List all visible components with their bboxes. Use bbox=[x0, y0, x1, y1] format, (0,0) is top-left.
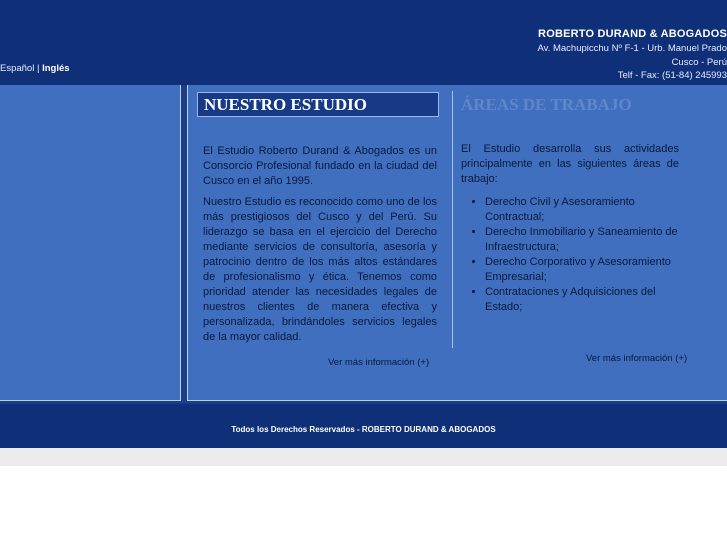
sidebar-panel bbox=[0, 85, 181, 401]
estudio-paragraph-1: El Estudio Roberto Durand & Abogados es un Consorcio Profesional fundado en la ciudad del Cusco en el año 1995. bbox=[203, 145, 437, 187]
areas-heading: ÁREAS DE TRABAJO bbox=[461, 95, 632, 114]
list-item: • Derecho Inmobiliario y Saneamiento de Infraestructura; bbox=[485, 225, 679, 255]
areas-more-link[interactable]: Ver más información (+) bbox=[586, 353, 688, 364]
list-item: • Derecho Civil y Asesoramiento Contractual; bbox=[485, 195, 679, 225]
list-item: • Contrataciones y Adquisiciones del Estado; bbox=[485, 285, 679, 315]
firm-name: ROBERTO DURAND & ABOGADOS bbox=[538, 28, 727, 40]
estudio-heading: NUESTRO ESTUDIO bbox=[197, 92, 439, 117]
address-street: Av. Machupicchu Nº F-1 - Urb. Manuel Prado bbox=[537, 43, 727, 54]
language-english-link[interactable]: Inglés bbox=[42, 63, 70, 74]
main-panel bbox=[187, 85, 727, 401]
estudio-more-link[interactable]: Ver más información (+) bbox=[328, 357, 430, 368]
address-city: Cusco - Perú bbox=[671, 57, 727, 68]
areas-list bbox=[461, 195, 679, 315]
language-spanish-link[interactable]: Español bbox=[0, 63, 35, 74]
list-item: • Derecho Corporativo y Asesoramiento Empresarial; bbox=[485, 255, 679, 285]
language-separator: | bbox=[34, 63, 43, 74]
site-footer bbox=[0, 404, 727, 448]
content-area bbox=[0, 85, 727, 404]
site-header bbox=[0, 0, 727, 85]
column-divider bbox=[452, 91, 453, 348]
copyright-text: Todos los Derechos Reservados - ROBERTO DURAND & ABOGADOS bbox=[231, 425, 496, 434]
language-switcher bbox=[0, 63, 70, 74]
areas-intro: El Estudio desarrolla sus actividades principalmente en las siguientes áreas de trabajo: bbox=[461, 143, 679, 185]
estudio-paragraph-2: Nuestro Estudio es reconocido como uno de los más prestigiosos del Cusco y del Perú. Su liderazgo se basa en el ejercicio del Derecho mediante servicios de consultoría, asesoría y patrocinio dentro de los más altos estándares de profesionalismo y ética. Tenemos como prioridad atender las necesidades legales de nuestros clientes de manera efectiva y personalizada, brindándoles servicios legales de la mayor calidad. bbox=[203, 196, 437, 343]
phone-fax: Telf - Fax: (51-84) 245993 bbox=[617, 70, 727, 81]
subfooter-bar bbox=[0, 448, 727, 466]
areas-text bbox=[461, 142, 679, 315]
estudio-text bbox=[203, 144, 437, 351]
